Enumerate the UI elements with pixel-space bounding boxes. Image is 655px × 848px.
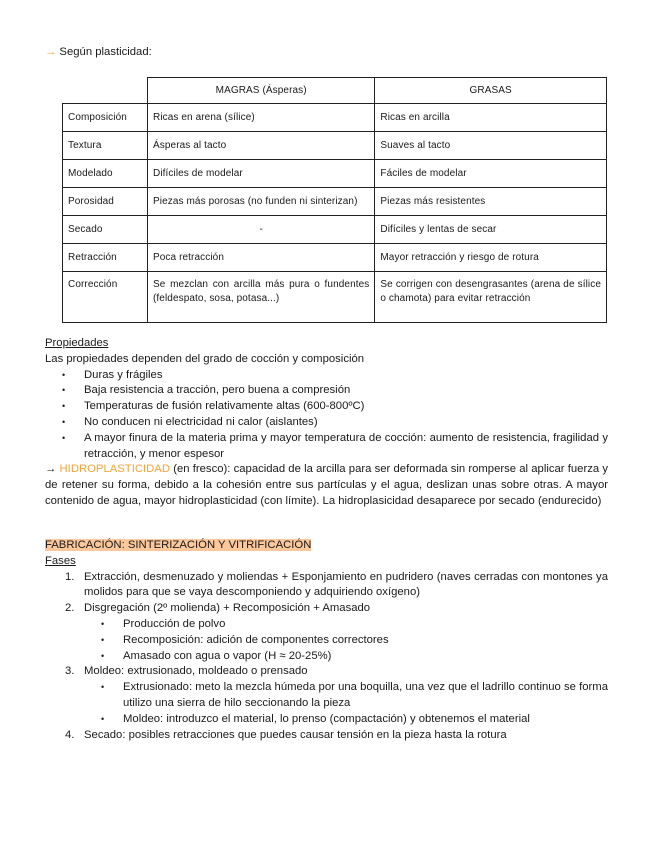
phase-text: Disgregación (2º molienda) + Recomposición + Amasado — [84, 602, 371, 615]
phase-number: 3. — [65, 665, 75, 678]
list-item: • Duras y frágiles — [45, 368, 608, 384]
phase-number: 1. — [65, 570, 75, 583]
cell-magras: Ásperas al tacto — [148, 132, 375, 160]
table-row — [63, 188, 607, 216]
phases-heading: Fases — [45, 554, 76, 567]
row-label: Modelado — [63, 160, 148, 188]
list-item: • Baja resistencia a tracción, pero buena a compresión — [45, 383, 608, 399]
phase-item — [45, 601, 608, 664]
phase-sublist — [84, 680, 608, 727]
manufacturing-section — [45, 538, 608, 743]
phase-item — [45, 570, 608, 602]
properties-section — [45, 336, 608, 510]
table-row — [63, 216, 607, 244]
cell-grasas: Ricas en arcilla — [375, 104, 607, 132]
cell-magras: Piezas más porosas (no funden ni sinterizan) — [148, 188, 375, 216]
properties-intro: Las propiedades dependen del grado de cocción y composición — [45, 352, 365, 365]
table-row — [63, 272, 607, 323]
phase-number: 4. — [65, 728, 75, 741]
table-row — [63, 244, 607, 272]
table-header-row — [63, 78, 607, 104]
row-label: Retracción — [63, 244, 148, 272]
phase-item — [45, 728, 608, 744]
cell-magras: Poca retracción — [148, 244, 375, 272]
arrow-right-icon: → — [45, 46, 57, 58]
cell-grasas: Se corrigen con desengrasantes (arena de sílice o chamota) para evitar retracción — [375, 272, 607, 323]
phase-text: Secado: posibles retracciones que puedes causar tensión en la pieza hasta la rotura — [84, 728, 507, 741]
cell-magras: Se mezclan con arcilla más pura o fundentes (feldespato, sosa, potasa...) — [148, 272, 375, 323]
cell-grasas: Mayor retracción y riesgo de rotura — [375, 244, 607, 272]
table-header-grasas: GRASAS — [375, 78, 607, 104]
table-row — [63, 104, 607, 132]
properties-heading: Propiedades — [45, 337, 109, 349]
list-item: • Amasado con agua o vapor (H ≈ 20-25%) — [84, 649, 608, 665]
phases-list — [45, 570, 608, 744]
list-item: • Moldeo: introduzco el material, lo prenso (compactación) y obtenemos el material — [84, 712, 608, 728]
phase-number: 2. — [65, 602, 75, 615]
phase-sublist — [84, 617, 608, 664]
manufacturing-title: FABRICACIÓN: SINTERIZACIÓN Y VITRIFICACIÓN — [45, 539, 312, 551]
phase-text: Extracción, desmenuzado y moliendas + Esponjamiento en pudridero (naves cerradas con montones ya molidos para que se vaya descomponiendo y adquiriendo oxígeno) — [84, 570, 608, 599]
phase-item — [45, 664, 608, 727]
cell-grasas: Suaves al tacto — [375, 132, 607, 160]
arrow-right-icon: → — [45, 463, 60, 476]
hydroplasticity-paragraph — [45, 462, 608, 509]
row-label: Composición — [63, 104, 148, 132]
list-item: • Extrusionado: meto la mezcla húmeda por una boquilla, una vez que el ladrillo continuo se forma utilizo una sierra de hilo seccionando la pieza — [84, 680, 608, 712]
hydroplasticity-term: HIDROPLASTICIDAD — [59, 463, 170, 476]
phase-text: Moldeo: extrusionado, moldeado o prensado — [84, 665, 308, 678]
intro-line — [45, 45, 152, 61]
row-label: Porosidad — [63, 188, 148, 216]
list-item: • No conducen ni electricidad ni calor (aislantes) — [45, 415, 608, 431]
intro-text: Según plasticidad: — [56, 46, 152, 58]
list-item: • A mayor finura de la materia prima y mayor temperatura de cocción: aumento de resistencia, fragilidad y retracción, y menor espesor — [45, 431, 608, 463]
cell-magras: Ricas en arena (sílice) — [148, 104, 375, 132]
row-label: Textura — [63, 132, 148, 160]
list-item: • Recomposición: adición de componentes correctores — [84, 633, 608, 649]
table-header-magras: MAGRAS (Ásperas) — [148, 78, 375, 104]
list-item: • Temperaturas de fusión relativamente altas (600-800ºC) — [45, 399, 608, 415]
table-header-blank — [63, 78, 148, 104]
cell-magras: Difíciles de modelar — [148, 160, 375, 188]
hydroplasticity-text: (en fresco): capacidad de la arcilla para ser deformada sin romperse al aplicar fuerza y de retener su forma, debido a la cohesión entre sus partículas y el agua, deslizan unas sobre otras. A mayor contenido de agua, mayor hidroplasticidad (con límite). La hidroplasicidad desaparece por secado (endurecido) — [45, 463, 609, 507]
row-label: Corrección — [63, 272, 148, 323]
cell-magras: - — [148, 216, 375, 244]
cell-grasas: Difíciles y lentas de secar — [375, 216, 607, 244]
properties-list — [45, 368, 608, 463]
cell-grasas: Fáciles de modelar — [375, 160, 607, 188]
table-row — [63, 160, 607, 188]
list-item: • Producción de polvo — [84, 617, 608, 633]
cell-grasas: Piezas más resistentes — [375, 188, 607, 216]
row-label: Secado — [63, 216, 148, 244]
table-row — [63, 132, 607, 160]
plasticity-comparison-table — [62, 77, 607, 323]
